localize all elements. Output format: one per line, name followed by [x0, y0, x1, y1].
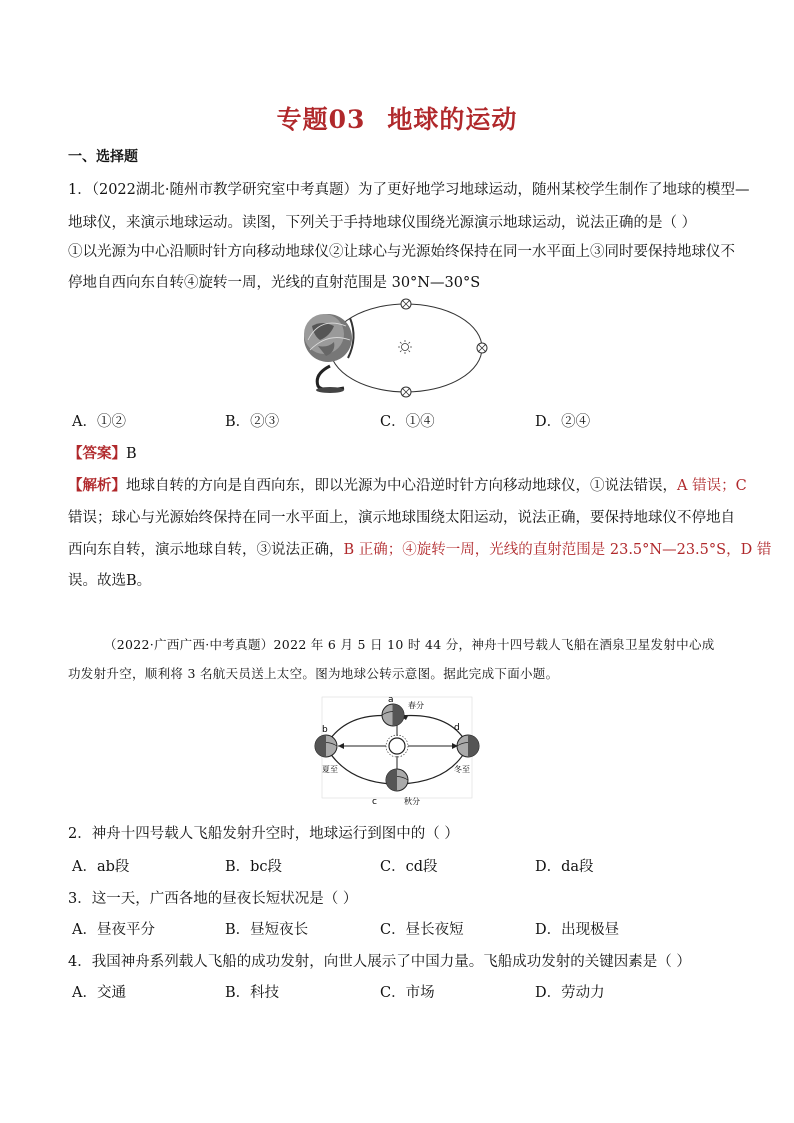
- q4-option-b: B．科技: [225, 985, 280, 1001]
- q1-answer: [68, 442, 137, 463]
- q1-option-b: B．②③: [225, 414, 280, 430]
- page-title: [0, 100, 794, 136]
- earth-revolution-diagram: [308, 692, 486, 810]
- answer-tag: 【答案】: [68, 445, 126, 462]
- q2-option-c: C．cd段: [380, 859, 438, 875]
- q1-option-d: D．②④: [535, 414, 591, 430]
- earth-winter-icon: [457, 735, 479, 757]
- label-summer: 夏至: [322, 765, 338, 774]
- q2-stem: 2．神舟十四号载人飞船发射升空时，地球运行到图中的（ ）: [68, 826, 459, 842]
- q3-stem: 3．这一天，广西各地的昼夜长短状况是（ ）: [68, 891, 358, 907]
- title-text: 地球的运动: [387, 105, 518, 134]
- analysis-text-1: 地球自转的方向是自西向东，即以光源为中心沿逆时针方向移动地球仪，①说法错误，: [126, 478, 677, 494]
- orbit-globe-right-icon: [477, 343, 487, 353]
- q1-option-a: A．①②: [72, 414, 126, 430]
- analysis-text-3-red3: D 错: [740, 542, 772, 558]
- q3-option-c: C．昼长夜短: [380, 922, 464, 938]
- q1-option-c: C．①④: [380, 414, 435, 430]
- section-heading: 一、选择题: [68, 149, 138, 165]
- handheld-globe-icon: [304, 314, 354, 393]
- q1-analysis-line2: 错误；球心与光源始终保持在同一水平面上，演示地球围绕太阳运动，说法正确，要保持地球仪不停地自: [68, 510, 735, 526]
- earth-autumn-icon: [386, 769, 408, 791]
- light-source-icon: [398, 340, 412, 354]
- q3-option-d: D．出现极昼: [535, 922, 620, 938]
- analysis-text-3a: 西向东自转，演示地球自转，③说法正确，: [68, 542, 344, 558]
- q1-analysis-line1: [68, 474, 747, 495]
- label-spring: 春分: [408, 701, 424, 710]
- q1-stem-line1: 1．（2022湖北·随州市教学研究室中考真题）为了更好地学习地球运动，随州某校学生制作了地球的模型—: [68, 182, 750, 198]
- label-b: b: [322, 725, 328, 735]
- label-autumn: 秋分: [404, 797, 420, 806]
- label-a: a: [388, 695, 394, 705]
- q1-stem-line4: 停地自西向东自转④旋转一周，光线的直射范围是 30°N—30°S: [68, 275, 481, 291]
- q3-option-b: B．昼短夜长: [225, 922, 309, 938]
- analysis-text-3-red1: B 正确；: [343, 542, 403, 558]
- orbit-globe-bottom-icon: [401, 387, 411, 397]
- title-number: 专题03: [276, 105, 366, 134]
- q4-option-d: D．劳动力: [535, 985, 605, 1001]
- answer-value: B: [126, 446, 137, 462]
- q1-stem-line2: 地球仪，来演示地球运动。读图，下列关于手持地球仪围绕光源演示地球运动，说法正确的是（ ）: [68, 215, 697, 231]
- q1-analysis-line3: [68, 538, 771, 559]
- globe-orbit-figure: [300, 296, 496, 406]
- label-winter: 冬至: [454, 765, 470, 774]
- earth-spring-icon: [382, 704, 404, 726]
- group2-intro-line1: （2022·广西广西·中考真题）2022 年 6 月 5 日 10 时 44 分，神舟十四号载人飞船在酒泉卫星发射中心成: [104, 637, 715, 652]
- q1-analysis-line4: 误。故选B。: [68, 573, 152, 589]
- q1-stem-line3: ①以光源为中心沿顺时针方向移动地球仪②让球心与光源始终保持在同一水平面上③同时要保持地球仪不: [68, 244, 735, 260]
- group2-intro-line2: 功发射升空，顺利将 3 名航天员送上太空。图为地球公转示意图。据此完成下面小题。: [68, 666, 559, 681]
- q4-option-a: A．交通: [72, 985, 126, 1001]
- q2-option-b: B．bc段: [225, 859, 283, 875]
- q2-option-a: A．ab段: [72, 859, 130, 875]
- analysis-text-3-red2: ④旋转一周，光线的直射范围是 23.5°N—23.5°S，: [402, 542, 741, 558]
- q4-option-c: C．市场: [380, 985, 435, 1001]
- analysis-text-1-red: A 错误；C: [677, 478, 747, 494]
- analysis-tag: 【解析】: [68, 477, 126, 494]
- label-d: d: [454, 723, 460, 733]
- q2-option-d: D．da段: [535, 859, 594, 875]
- earth-summer-icon: [315, 735, 337, 757]
- orbit-globe-top-icon: [401, 299, 411, 309]
- q3-option-a: A．昼夜平分: [72, 922, 155, 938]
- q4-stem: 4．我国神舟系列载人飞船的成功发射，向世人展示了中国力量。飞船成功发射的关键因素是（ ）: [68, 954, 691, 970]
- label-c: c: [372, 797, 377, 807]
